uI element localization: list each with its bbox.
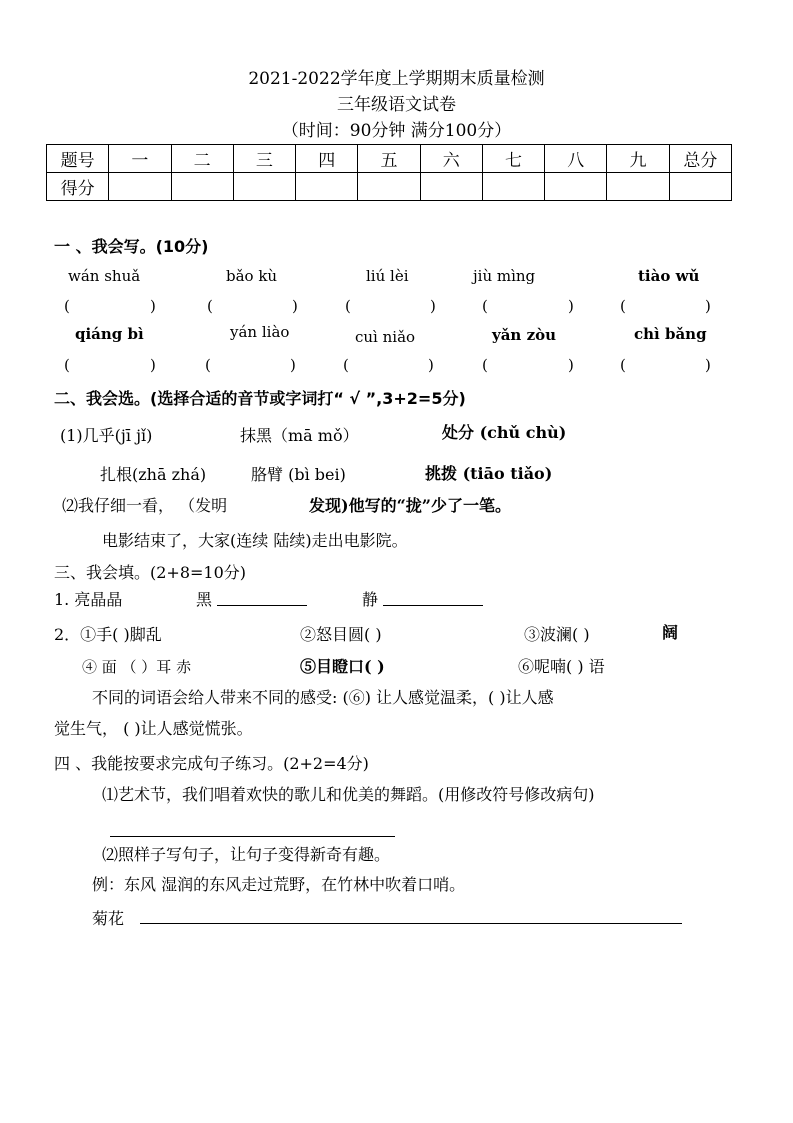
- section3-q2-item: ④ 面 （ ）耳 赤: [82, 658, 192, 676]
- section2-q1-option[interactable]: 扎根(zhā zhá): [100, 465, 207, 484]
- answer-paren-close: ): [568, 297, 574, 315]
- section2-q3-text: 电影结束了，大家(连续 陆续)走出电影院。: [102, 531, 408, 550]
- score-input-cell[interactable]: [109, 173, 171, 201]
- score-input-cell[interactable]: [545, 173, 607, 201]
- section3-q2-item: ⑥呢喃( ) 语: [518, 657, 605, 676]
- section4-q1: ⑴艺术节，我们唱着欢快的歌儿和优美的舞蹈。(用修改符号修改病句): [102, 785, 595, 804]
- section2-q1-option[interactable]: 处分 (chǔ chù): [442, 423, 567, 442]
- answer-paren-close: ): [428, 356, 434, 374]
- pinyin-item: yǎn zòu: [492, 326, 556, 344]
- answer-paren-open: (: [64, 297, 70, 315]
- score-table-cell: 六: [420, 145, 482, 173]
- section2-heading: 二、我会选。(选择合适的音节或字词打“ √ ”,3+2=5分): [54, 389, 466, 408]
- pinyin-item: yán liào: [230, 323, 290, 341]
- answer-paren-open: (: [482, 356, 488, 374]
- exam-title: 2021-2022学年度上学期期末质量检测: [248, 69, 545, 89]
- score-input-cell[interactable]: [607, 173, 669, 201]
- answer-blank[interactable]: [140, 923, 682, 924]
- answer-blank[interactable]: [217, 605, 307, 606]
- score-table-cell: 九: [607, 145, 669, 173]
- section3-q2-item: ③波澜( ): [524, 625, 590, 644]
- score-table-cell: 题号: [47, 145, 109, 173]
- pinyin-item: bǎo kù: [226, 267, 278, 285]
- answer-paren-open: (: [205, 356, 211, 374]
- section3-q2-item: ⑤目瞪口( ): [300, 657, 385, 676]
- score-input-cell[interactable]: [296, 173, 358, 201]
- section3-q2-item: ②怒目圆( ): [300, 625, 382, 644]
- pinyin-item: jiù mìng: [473, 267, 536, 285]
- score-row-label: 得分: [47, 173, 109, 201]
- score-table-cell: 五: [358, 145, 420, 173]
- section3-q2-item: 2．①手( )脚乱: [54, 625, 162, 644]
- section3-q1-word: 1. 亮晶晶: [54, 590, 123, 609]
- section2-q1-option[interactable]: (1)几乎(jī jǐ): [60, 426, 153, 445]
- answer-paren-close: ): [150, 356, 156, 374]
- score-table-cell: 总分: [669, 145, 731, 173]
- answer-blank[interactable]: [110, 836, 395, 837]
- score-input-cell[interactable]: [669, 173, 731, 201]
- section3-q1-word: 黑: [196, 590, 213, 609]
- answer-paren-open: (: [620, 356, 626, 374]
- pinyin-item: tiào wǔ: [638, 267, 700, 285]
- exam-time-info: （时间：90分钟 满分100分）: [281, 121, 512, 141]
- score-input-cell[interactable]: [171, 173, 233, 201]
- pinyin-item: qiáng bì: [75, 325, 144, 343]
- section2-q1-option[interactable]: 胳臂 (bì bei): [251, 465, 346, 484]
- section4-q2: ⑵照样子写句子，让句子变得新奇有趣。: [102, 845, 391, 864]
- pinyin-item: liú lèi: [366, 267, 409, 285]
- score-table-header-row: [47, 145, 732, 173]
- score-table-cell: 七: [482, 145, 544, 173]
- score-table-score-row: [47, 173, 732, 201]
- section2-q2-text: ⑵我仔细一看， （发明: [62, 496, 228, 515]
- section3-q1-word: 静: [362, 590, 379, 609]
- score-input-cell[interactable]: [420, 173, 482, 201]
- section2-q1-option[interactable]: 抹黑（mā mǒ）: [240, 426, 359, 445]
- answer-paren-open: (: [343, 356, 349, 374]
- section4-heading: 四 、我能按要求完成句子练习。(2+2=4分): [54, 754, 369, 773]
- answer-paren-close: ): [290, 356, 296, 374]
- score-input-cell[interactable]: [358, 173, 420, 201]
- answer-blank[interactable]: [383, 605, 483, 606]
- section3-q2-item: 阔: [662, 623, 679, 642]
- score-table: [46, 144, 732, 201]
- score-input-cell[interactable]: [482, 173, 544, 201]
- answer-paren-close: ): [705, 356, 711, 374]
- exam-subtitle: 三年级语文试卷: [337, 95, 456, 115]
- section2-q1-option[interactable]: 挑拨 (tiāo tiǎo): [425, 464, 553, 483]
- answer-paren-close: ): [292, 297, 298, 315]
- score-table-cell: 八: [545, 145, 607, 173]
- answer-paren-open: (: [207, 297, 213, 315]
- answer-paren-close: ): [705, 297, 711, 315]
- score-table-cell: 一: [109, 145, 171, 173]
- answer-paren-close: ): [568, 356, 574, 374]
- score-table-cell: 三: [233, 145, 295, 173]
- answer-paren-open: (: [64, 356, 70, 374]
- section4-example: 例：东风 湿润的东风走过荒野，在竹林中吹着口哨。: [92, 875, 466, 894]
- section2-q2-text: 发现)他写的“拢”少了一笔。: [309, 496, 511, 515]
- section3-q3-text: 觉生气， ( )让人感觉慌张。: [54, 719, 253, 738]
- answer-paren-close: ): [150, 297, 156, 315]
- answer-paren-open: (: [482, 297, 488, 315]
- score-table-cell: 四: [296, 145, 358, 173]
- section4-fill-label: 菊花: [92, 909, 125, 928]
- pinyin-item: cuì niǎo: [355, 328, 416, 346]
- score-table-cell: 二: [171, 145, 233, 173]
- answer-paren-close: ): [430, 297, 436, 315]
- section1-heading: 一 、我会写。(10分): [54, 237, 209, 256]
- score-input-cell[interactable]: [233, 173, 295, 201]
- answer-paren-open: (: [345, 297, 351, 315]
- pinyin-item: wán shuǎ: [68, 267, 141, 285]
- section3-q3-text: 不同的词语会给人带来不同的感受: (⑥) 让人感觉温柔，( )让人感: [92, 688, 554, 707]
- answer-paren-open: (: [620, 297, 626, 315]
- section3-heading: 三、我会填。(2+8=10分): [54, 563, 247, 582]
- pinyin-item: chì bǎng: [634, 325, 707, 343]
